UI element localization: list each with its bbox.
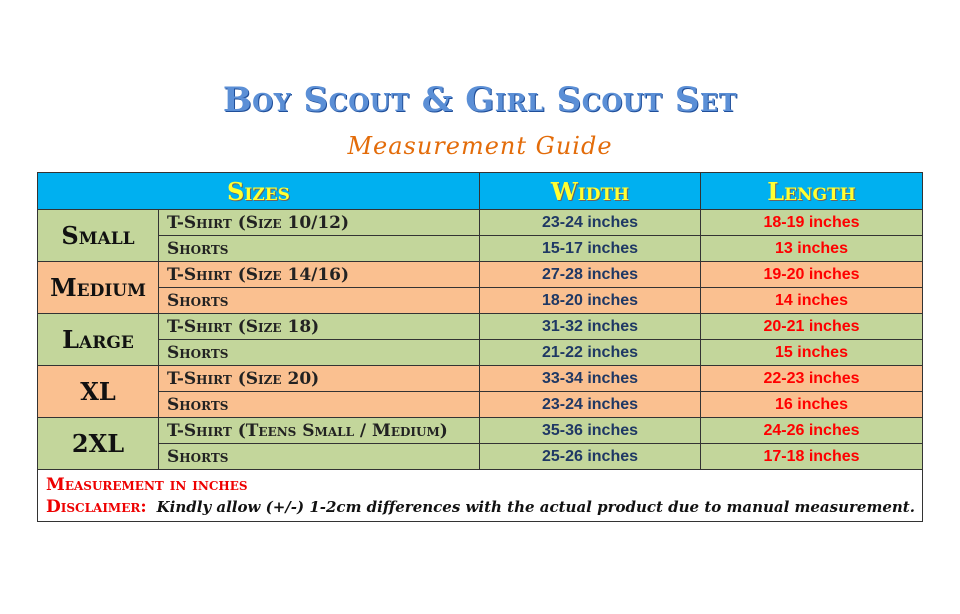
table-row xyxy=(38,262,923,288)
length-value: 18-19 inches xyxy=(701,210,923,236)
width-value: 31-32 inches xyxy=(480,314,701,340)
width-value: 23-24 inches xyxy=(480,392,701,418)
table-row xyxy=(38,210,923,236)
size-label: Large xyxy=(38,314,159,366)
length-value: 14 inches xyxy=(701,288,923,314)
item-name: T-Shirt (Size 10/12) xyxy=(159,210,480,236)
page-title: Boy Scout & Girl Scout Set xyxy=(222,80,738,120)
width-value: 23-24 inches xyxy=(480,210,701,236)
sizes-header: Sizes xyxy=(38,173,480,210)
item-name: T-Shirt (Size 14/16) xyxy=(159,262,480,288)
length-value: 13 inches xyxy=(701,236,923,262)
length-value: 16 inches xyxy=(701,392,923,418)
size-label: Small xyxy=(38,210,159,262)
page-subtitle: Measurement Guide xyxy=(347,132,613,160)
size-chart-table xyxy=(37,172,923,522)
length-header: Length xyxy=(701,173,923,210)
footer-notes xyxy=(38,470,923,522)
item-name: T-Shirt (Size 18) xyxy=(159,314,480,340)
item-name: T-Shirt (Size 20) xyxy=(159,366,480,392)
length-value: 20-21 inches xyxy=(701,314,923,340)
table-row xyxy=(38,236,923,262)
length-value: 19-20 inches xyxy=(701,262,923,288)
width-value: 33-34 inches xyxy=(480,366,701,392)
length-value: 15 inches xyxy=(701,340,923,366)
disclaimer-label: Disclaimer: xyxy=(46,497,147,517)
table-row xyxy=(38,340,923,366)
item-name: Shorts xyxy=(159,392,480,418)
length-value: 24-26 inches xyxy=(701,418,923,444)
table-row xyxy=(38,444,923,470)
item-name: Shorts xyxy=(159,444,480,470)
measurement-note: Measurement in inches xyxy=(46,475,248,495)
item-name: Shorts xyxy=(159,288,480,314)
size-label: Medium xyxy=(38,262,159,314)
width-value: 35-36 inches xyxy=(480,418,701,444)
width-header: Width xyxy=(480,173,701,210)
width-value: 18-20 inches xyxy=(480,288,701,314)
width-value: 15-17 inches xyxy=(480,236,701,262)
table-row xyxy=(38,366,923,392)
width-value: 21-22 inches xyxy=(480,340,701,366)
width-value: 25-26 inches xyxy=(480,444,701,470)
item-name: Shorts xyxy=(159,340,480,366)
width-value: 27-28 inches xyxy=(480,262,701,288)
size-label: 2XL xyxy=(38,418,159,470)
header-row xyxy=(38,173,923,210)
size-label: XL xyxy=(38,366,159,418)
table-row xyxy=(38,288,923,314)
table-row xyxy=(38,314,923,340)
item-name: T-Shirt (Teens Small / Medium) xyxy=(159,418,480,444)
item-name: Shorts xyxy=(159,236,480,262)
disclaimer-text: Kindly allow (+/-) 1-2cm differences with the actual product due to manual measurement. xyxy=(156,498,915,516)
table-row xyxy=(38,418,923,444)
length-value: 17-18 inches xyxy=(701,444,923,470)
table-row xyxy=(38,392,923,418)
length-value: 22-23 inches xyxy=(701,366,923,392)
